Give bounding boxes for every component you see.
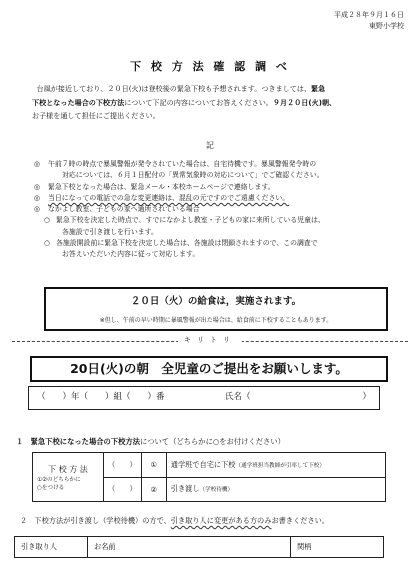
list-item [34,182,406,193]
method-label: 下 校 方 法 [48,464,88,474]
cut-line [0,335,420,347]
student-name-label: 氏名（ [225,392,251,402]
option-1-cell [166,453,385,478]
method-label-note-2: ○をつける [37,484,65,491]
option-2-note: （学校待機） [199,487,234,494]
question-2-tail: お書きください。 [271,516,329,525]
list-item [34,159,406,170]
list-item [34,238,406,249]
question-1 [16,437,285,447]
item-text: 午前７時の時点で暴風警報が発令されていた場合は、自宅待機です。暴風警報発令時の [48,160,317,168]
option-2-cell [166,477,385,502]
cut-line-label: キリトリ [178,335,242,345]
table-row [33,453,386,478]
intro-line-3: お子様を通して担任にご提出ください。 [32,111,160,120]
grade-class-number-field[interactable]: （ ）年（ ）組（ ）番 [37,392,165,402]
bullet-circle-icon: ○ [44,239,51,248]
item-text: なかよし教室、子どもの家へ通所されている場合 [48,205,200,214]
option-1-note: （通学班担当教師が引率して下校） [235,462,325,469]
bullet-double-circle-icon: ◎ [34,182,41,191]
submit-banner: 20日(火)の朝 全児童のご提出をお願いします。 [30,356,388,382]
intro-paragraph [32,82,400,123]
ki-label: 記 [206,141,214,150]
question-2 [20,516,329,526]
item-continuation: 各施設で引き渡しを行います。 [62,227,158,236]
intro-line-2-bold: 下校となった場合の下校方法 [32,97,125,107]
bullet-double-circle-icon: ◎ [34,160,41,168]
list-item [34,193,406,204]
item-text: 各施設開設前に緊急下校を決定した場合は、各施設は閉鎖されますので、この調査で [56,239,318,248]
question-2-underline: 引き取り人に変更がある方のみ [170,516,272,525]
question-2-text: ２ 下校方法が引き渡し（学校待機）の方で、 [20,516,171,525]
notice-items [34,159,406,261]
list-item [34,204,406,215]
method-label-note-1: ①②のどちらかに [37,476,81,483]
pickup-label: 引き取り人 [15,537,88,558]
intro-line-2: について下記の内容についてお答えください。 [124,97,273,107]
lunch-notice-note: ※但し、午前の早い時期に暴風警報が出た場合は、給食前に下校することもあります。 [99,317,333,324]
option-2-checkbox[interactable]: （ ） [104,477,142,502]
document-date-block [334,10,404,32]
document-date: 平成２８年９月１６日 [334,11,404,19]
intro-line-2-date: ９月２０日(火)朝、 [272,97,337,107]
student-name-close: ） [362,392,371,402]
lunch-notice-title: ２０日（火）の給食は，実施されます。 [130,296,302,307]
table-row [15,537,384,558]
item-text: 緊急下校となった場合は、緊急メール・本校ホームページで連絡します。 [48,182,275,191]
school-name: 東野小学校 [369,22,404,30]
item-continuation: 対応については、６月１日配付の「異常気象時の対応について」でご確認ください。 [62,171,324,180]
method-label-cell [33,453,104,502]
option-1-checkbox[interactable]: （ ） [104,453,142,478]
list-item [34,215,406,226]
intro-line-1: 台風が接近しており、２０日(火)は登校後の緊急下校も予想されます。つきましては、 [36,84,312,93]
question-1-bold: １ 緊急下校になった場合の下校方法 [16,437,141,446]
item-continuation: お答えいただいた内容に従って対応します。 [62,250,200,259]
dismissal-method-table [32,452,386,502]
option-2-label: 引き渡し [170,484,200,494]
item-text-wavy: 当日になっての電話での急な変更連絡は、混乱の元ですのでご遠慮ください。 [48,193,290,202]
bullet-circle-icon: ○ [44,216,51,225]
item-text: 緊急下校を決定した時点で、すでになかよし教室・子どもの家に来所している児童は、 [56,216,325,225]
student-name-row[interactable] [28,386,380,410]
pickup-person-table [14,536,384,558]
lunch-notice-box [44,287,388,331]
option-1-label: 通学班で自宅に下校 [170,459,236,469]
pickup-relation-field[interactable]: 関柄 [291,537,384,558]
question-1-instruction: について（どちらかに○をお付けください） [140,437,285,446]
document-title: 下 校 方 法 確 認 調 べ [130,60,290,73]
pickup-name-field[interactable]: お名前 [88,537,291,558]
bullet-double-circle-icon: ◎ [34,193,41,202]
intro-line-1-bold: 緊急 [311,84,326,93]
option-2-number: ② [141,477,166,502]
bullet-double-circle-icon: ◎ [34,205,41,214]
option-1-number: ① [141,453,166,478]
